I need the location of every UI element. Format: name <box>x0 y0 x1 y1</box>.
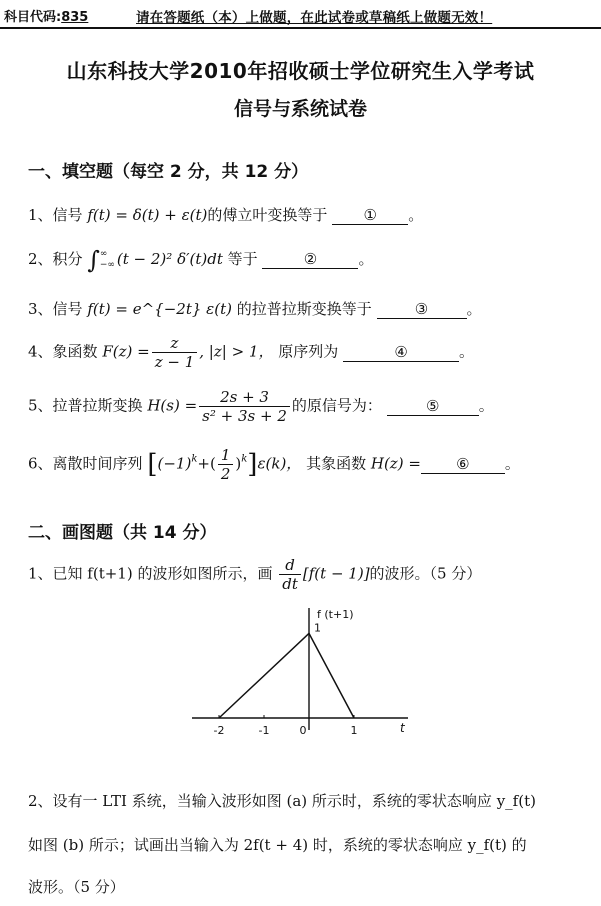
section2-heading: 二、画图题（共 14 分） <box>28 523 217 543</box>
integral-sign: ∫ <box>87 246 100 274</box>
waveform-figure <box>180 600 420 750</box>
subject-code <box>4 6 88 25</box>
q2-lower-limit: −∞ <box>99 260 115 270</box>
q6-number: 6、 <box>28 454 53 473</box>
q2-expression: (t − 2)² δ′(t)dt <box>116 250 223 268</box>
q4-denominator: z − 1 <box>154 353 195 371</box>
q4-numerator: z <box>152 334 198 353</box>
q4-prefix: 象函数 <box>52 342 98 361</box>
q3-prefix: 信号 <box>52 300 83 318</box>
q6-term-a: (−1) <box>157 454 192 473</box>
q5-end: 。 <box>478 396 494 415</box>
q6-lhs: H(z) = <box>370 454 421 473</box>
q4-condition: , |z| > 1， <box>199 342 274 361</box>
q3-postfix: 的拉普拉斯变换等于 <box>236 300 372 318</box>
q4-answer-blank: ④ <box>343 343 459 362</box>
q5-postfix: 的原信号为： <box>291 396 382 415</box>
question-6: 6、离散时间序列 [$(-1)^k+$( $\frac{1}{2}$ )$^k$]ε(k)， 其象函数 H(z) = ⑥ 。 <box>28 446 520 483</box>
section1-heading: 一、填空题（每空 2 分，共 12 分） <box>28 162 309 182</box>
q1-answer-blank: ① <box>332 206 408 225</box>
q3-end: 。 <box>466 300 482 318</box>
q6-exponent-a: k <box>191 453 198 465</box>
q6-exponent-b: k <box>241 453 248 465</box>
exam-subtitle: 信号与系统试卷 <box>233 98 367 120</box>
dq1-postfix: 的波形。（5 分） <box>369 564 482 583</box>
q6-prefix: 离散时间序列 <box>52 454 143 473</box>
waveform-plot <box>192 608 408 737</box>
derivative-numerator: d <box>279 556 301 575</box>
q3-number: 3、 <box>28 300 53 318</box>
q2-postfix: 等于 <box>227 250 258 268</box>
q6-frac-denominator: 2 <box>220 465 231 483</box>
question-4 <box>28 334 474 371</box>
q2-number: 2、 <box>28 250 53 268</box>
drawing-question-2-line1: 2、设有一 LTI 系统，当输入波形如图 (a) 所示时，系统的零状态响应 y_f(t) <box>28 792 536 810</box>
drawing-question-1 <box>28 556 481 593</box>
subject-code-value: 835 <box>61 10 89 25</box>
q5-fraction <box>199 388 290 425</box>
dq1-expression: [f(t − 1)] <box>302 564 370 583</box>
q6-postfix: 其象函数 <box>306 454 367 473</box>
q6-frac-numerator: 1 <box>218 446 234 465</box>
q6-end: 。 <box>504 454 520 473</box>
q6-left-bracket: [ <box>147 449 158 480</box>
q4-lhs: F(z) = <box>102 342 150 361</box>
q5-prefix: 拉普拉斯变换 <box>52 396 143 415</box>
drawing-question-2-line2: 如图 (b) 所示；试画出当输入为 2f(t + 4) 时，系统的零状态响应 y_f(t) 的 <box>28 836 527 854</box>
waveform-line <box>219 633 354 718</box>
q2-prefix: 积分 <box>52 250 83 268</box>
q1-number: 1、 <box>28 206 53 224</box>
q1-end: 。 <box>408 206 424 224</box>
q6-answer-blank: ⑥ <box>421 455 505 474</box>
q1-expression: f(t) = δ(t) + ε(t) <box>87 206 208 224</box>
q6-fraction <box>218 446 234 483</box>
q6-tail: ε(k)， <box>257 454 302 473</box>
x-tick-label: -1 <box>258 724 270 737</box>
x-tick-label: -2 <box>213 724 225 737</box>
q2-upper-limit: ∞ <box>99 249 108 259</box>
q1-postfix: 的傅立叶变换等于 <box>207 206 328 224</box>
question-5 <box>28 388 494 425</box>
q4-number: 4、 <box>28 342 53 361</box>
q2-answer-blank: ② <box>262 250 358 269</box>
q5-number: 5、 <box>28 396 53 415</box>
x-axis-label: t <box>400 721 405 735</box>
q4-postfix: 原序列为 <box>278 342 339 361</box>
q4-fraction <box>152 334 198 371</box>
q6-right-bracket: ] <box>247 449 258 480</box>
derivative-denominator: dt <box>282 575 298 593</box>
exam-title: 山东科技大学2010年招收硕士学位研究生入学考试 <box>66 59 535 83</box>
x-tick-label: 0 <box>299 724 307 737</box>
question-1 <box>28 204 423 225</box>
drawing-question-2-line3: 波形。（5 分） <box>28 878 125 896</box>
y-tick-label: 1 <box>314 621 321 635</box>
question-3 <box>28 298 482 319</box>
question-2 <box>28 246 373 274</box>
q3-answer-blank: ③ <box>377 300 467 319</box>
q5-denominator: s² + 3s + 2 <box>202 407 287 425</box>
integral-limits <box>100 249 115 271</box>
exam-header <box>0 0 601 30</box>
q1-prefix: 信号 <box>52 206 83 224</box>
q3-expression: f(t) = e^{−2t} ε(t) <box>87 300 232 318</box>
q2-end: 。 <box>358 250 374 268</box>
y-axis-label: f (t+1) <box>317 608 354 621</box>
dq1-prefix: 1、已知 f(t+1) 的波形如图所示，画 <box>28 564 273 583</box>
header-rule <box>0 27 601 29</box>
q6-plus: + <box>197 454 210 473</box>
q5-answer-blank: ⑤ <box>387 397 479 416</box>
q4-end: 。 <box>459 342 475 361</box>
x-tick-label: 1 <box>350 724 358 737</box>
subject-code-label: 科目代码: <box>4 10 62 25</box>
derivative-fraction <box>279 556 301 593</box>
q5-numerator: 2s + 3 <box>199 388 290 407</box>
answer-warning: 请在答题纸（本）上做题，在此试卷或草稿纸上做题无效！ <box>136 10 493 26</box>
q5-lhs: H(s) = <box>147 396 198 415</box>
